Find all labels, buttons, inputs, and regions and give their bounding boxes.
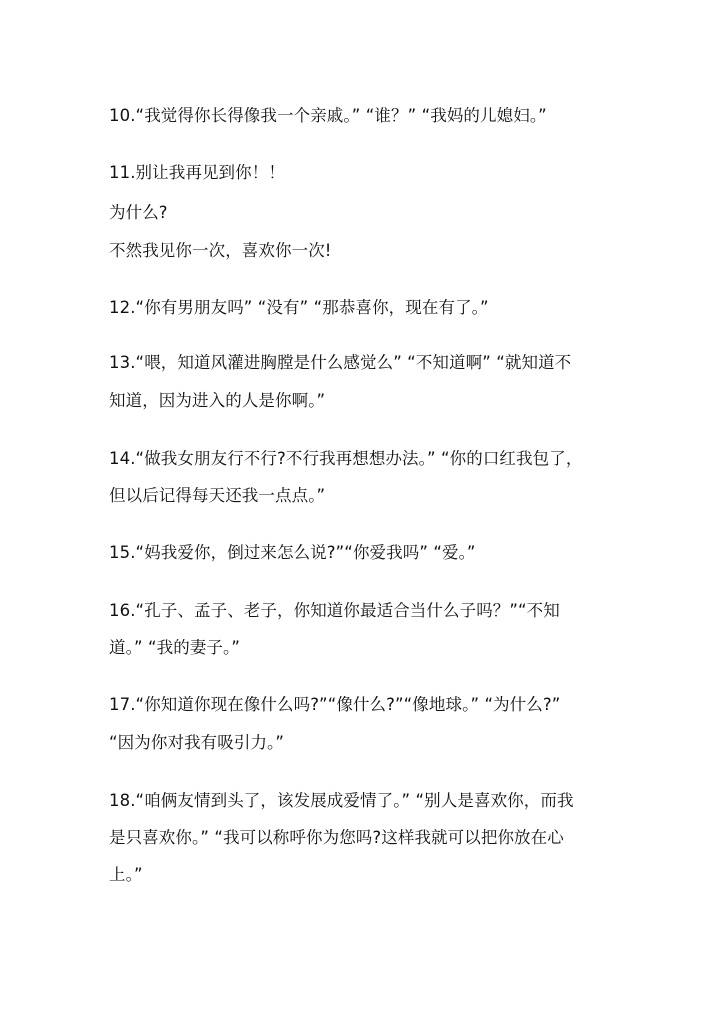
text-line: “因为你对我有吸引力。” <box>109 733 285 752</box>
text-line: 上。” <box>109 865 143 884</box>
text-line: 不然我见你一次，喜欢你一次! <box>109 241 332 260</box>
text-line: 15.“妈我爱你，倒过来怎么说?”“你爱我吗” “爱。” <box>109 543 476 562</box>
text-line: 17.“你知道你现在像什么吗?”“像什么?”“像地球。” “为什么?” <box>109 695 561 714</box>
text-line: 13.“喂，知道风灌进胸膛是什么感觉么” “不知道啊” “就知道不 <box>109 353 572 372</box>
text-line: 10.“我觉得你长得像我一个亲戚。” “谁？” “我妈的儿媳妇。” <box>109 106 547 125</box>
text-line: 14.“做我女朋友行不行?不行我再想想办法。” “你的口红我包了， <box>109 449 583 468</box>
text-line: 18.“咱俩友情到头了，该发展成爱情了。” “别人是喜欢你，而我 <box>109 791 574 810</box>
text-line: 道。” “我的妻子。” <box>109 638 240 657</box>
text-line: 11.别让我再见到你！！ <box>109 163 285 182</box>
text-line: 16.“孔子、孟子、老子，你知道你最适合当什么子吗？”“不知 <box>109 601 560 620</box>
text-line: 12.“你有男朋友吗” “没有” “那恭喜你，现在有了。” <box>109 298 489 317</box>
text-line: 是只喜欢你。” “我可以称呼你为您吗?这样我就可以把你放在心 <box>109 828 564 847</box>
text-line: 知道，因为进入的人是你啊。” <box>109 391 326 410</box>
text-line: 但以后记得每天还我一点点。” <box>109 486 326 505</box>
text-line: 为什么? <box>109 203 168 222</box>
